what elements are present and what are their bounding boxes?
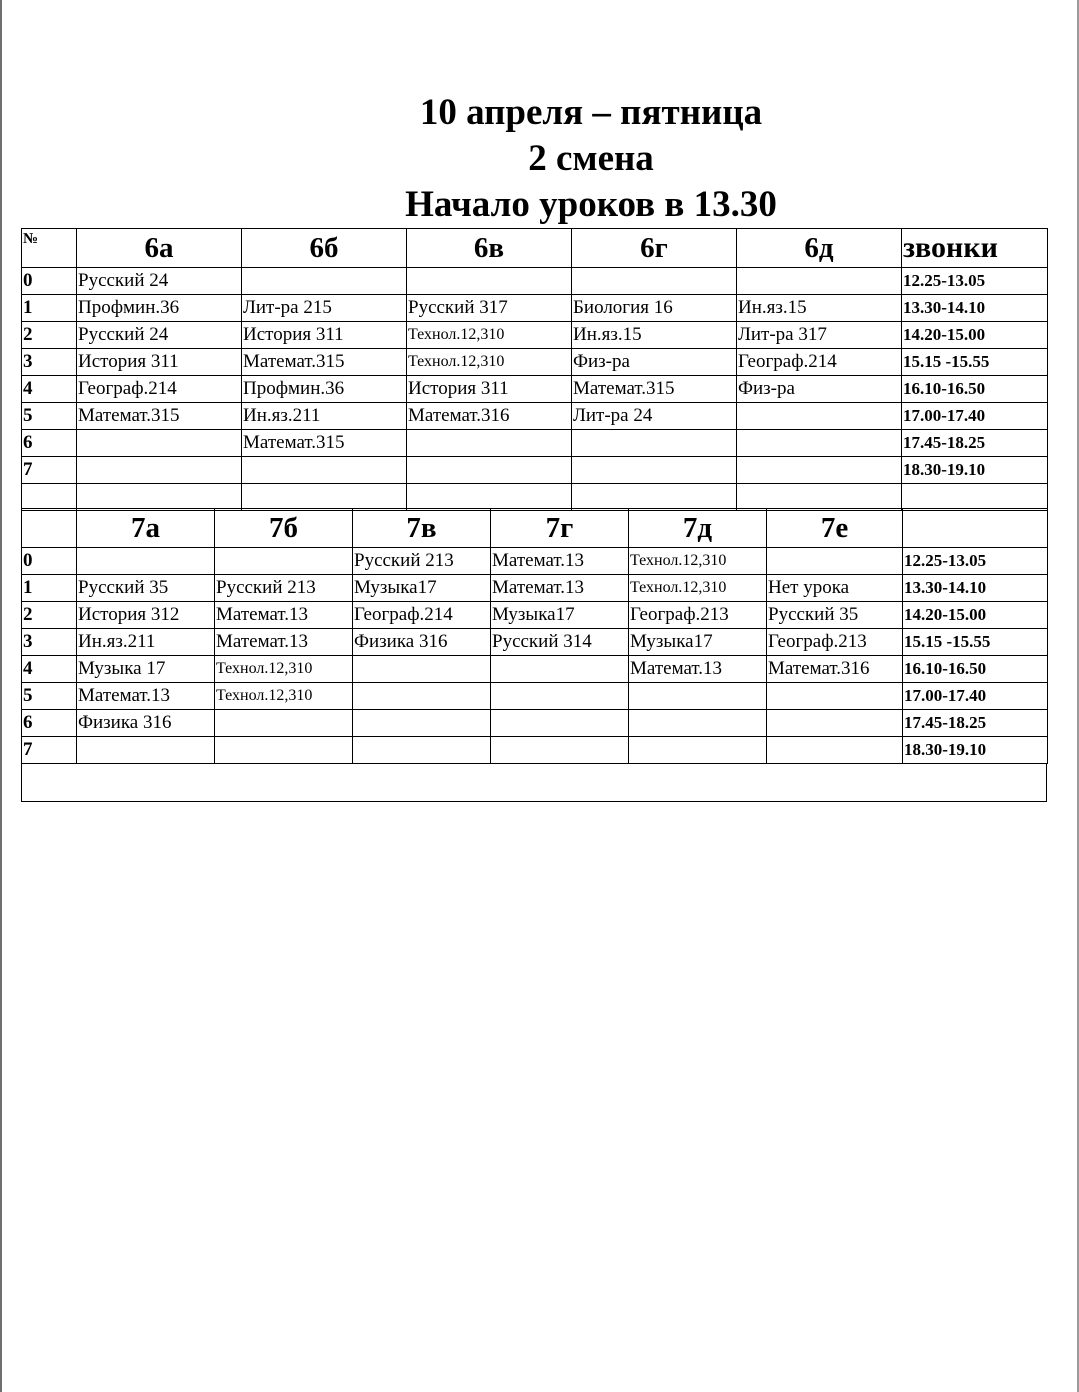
table-bottom-empty-row	[21, 763, 1047, 802]
lesson-cell	[737, 403, 902, 430]
lesson-cell	[353, 737, 491, 764]
bell-time: 18.30-19.10	[903, 737, 1048, 764]
lesson-row	[22, 349, 1048, 376]
empty-row	[22, 484, 1048, 511]
lesson-cell: Математ.13	[491, 548, 629, 575]
lesson-cell: Географ.214	[77, 376, 242, 403]
lesson-row	[22, 683, 1048, 710]
empty-cell	[902, 484, 1048, 511]
lesson-cell: Математ.13	[491, 575, 629, 602]
number-column-header-empty	[22, 509, 77, 548]
lesson-cell	[242, 457, 407, 484]
bell-time: 12.25-13.05	[902, 268, 1048, 295]
lesson-cell: Математ.316	[767, 656, 903, 683]
lesson-cell: История 311	[77, 349, 242, 376]
lesson-number: 7	[22, 737, 77, 764]
lesson-cell	[767, 548, 903, 575]
lesson-cell: Физ-ра	[737, 376, 902, 403]
lesson-row	[22, 295, 1048, 322]
lesson-cell: Математ.315	[77, 403, 242, 430]
lesson-cell: Физ-ра	[572, 349, 737, 376]
schedule-table-grade6	[21, 228, 1048, 511]
lesson-cell: Географ.214	[737, 349, 902, 376]
class-header: 6д	[737, 229, 902, 268]
bell-time: 12.25-13.05	[903, 548, 1048, 575]
bell-time: 16.10-16.50	[903, 656, 1048, 683]
lesson-cell: Русский 213	[353, 548, 491, 575]
lesson-number: 6	[22, 430, 77, 457]
empty-cell	[572, 484, 737, 511]
lesson-cell: Русский 24	[77, 322, 242, 349]
lesson-cell: Технол.12,310	[629, 548, 767, 575]
lesson-number: 3	[22, 349, 77, 376]
lesson-cell	[353, 710, 491, 737]
lesson-cell	[407, 268, 572, 295]
class-header: 7а	[77, 509, 215, 548]
lesson-cell: Технол.12,310	[407, 349, 572, 376]
lesson-cell: Профмин.36	[242, 376, 407, 403]
lesson-cell: Математ.13	[215, 629, 353, 656]
bell-time: 17.00-17.40	[902, 403, 1048, 430]
empty-cell	[22, 484, 77, 511]
lesson-row	[22, 376, 1048, 403]
lesson-cell	[629, 710, 767, 737]
lesson-number: 2	[22, 602, 77, 629]
bell-time: 15.15 -15.55	[902, 349, 1048, 376]
number-column-header: №	[22, 229, 77, 268]
lesson-cell: Музыка17	[491, 602, 629, 629]
lesson-cell: Русский 317	[407, 295, 572, 322]
lesson-cell: Русский 213	[215, 575, 353, 602]
lesson-cell: Русский 35	[767, 602, 903, 629]
lesson-cell: Физика 316	[77, 710, 215, 737]
empty-cell	[242, 484, 407, 511]
lesson-cell: Музыка17	[353, 575, 491, 602]
lesson-cell	[572, 457, 737, 484]
lesson-cell: Музыка 17	[77, 656, 215, 683]
schedule-table-grade7	[21, 508, 1048, 764]
lesson-cell: Ин.яз.211	[77, 629, 215, 656]
lesson-number: 0	[22, 548, 77, 575]
lesson-cell: Технол.12,310	[407, 322, 572, 349]
lesson-cell	[77, 548, 215, 575]
class-header: 6г	[572, 229, 737, 268]
class-header: 7д	[629, 509, 767, 548]
bell-time: 17.45-18.25	[903, 710, 1048, 737]
lesson-row	[22, 430, 1048, 457]
lesson-cell	[767, 710, 903, 737]
lesson-cell: Музыка17	[629, 629, 767, 656]
bell-time: 14.20-15.00	[902, 322, 1048, 349]
bell-time: 15.15 -15.55	[903, 629, 1048, 656]
class-header: 7е	[767, 509, 903, 548]
lesson-cell: Лит-ра 215	[242, 295, 407, 322]
lesson-cell: Математ.316	[407, 403, 572, 430]
lesson-cell	[77, 430, 242, 457]
lesson-cell: Русский 314	[491, 629, 629, 656]
lesson-number: 1	[22, 575, 77, 602]
lesson-cell: Математ.315	[242, 349, 407, 376]
lesson-cell	[77, 457, 242, 484]
lesson-cell: Профмин.36	[77, 295, 242, 322]
lesson-cell: Географ.213	[767, 629, 903, 656]
lesson-cell	[767, 683, 903, 710]
lesson-row	[22, 322, 1048, 349]
document-title-date: 10 апреля – пятница	[419, 92, 763, 133]
lesson-cell	[491, 710, 629, 737]
document-title-start-time: Начало уроков в 13.30	[405, 184, 777, 225]
bells-column-header-empty	[903, 509, 1048, 548]
lesson-cell: Географ.213	[629, 602, 767, 629]
lesson-row	[22, 656, 1048, 683]
lesson-number: 0	[22, 268, 77, 295]
lesson-cell	[77, 737, 215, 764]
lesson-number: 3	[22, 629, 77, 656]
lesson-cell	[767, 737, 903, 764]
lesson-row	[22, 710, 1048, 737]
lesson-cell: Ин.яз.211	[242, 403, 407, 430]
lesson-number: 4	[22, 376, 77, 403]
lesson-cell: Лит-ра 24	[572, 403, 737, 430]
lesson-cell: Лит-ра 317	[737, 322, 902, 349]
lesson-cell	[215, 737, 353, 764]
lesson-row	[22, 457, 1048, 484]
lesson-number: 6	[22, 710, 77, 737]
lesson-cell	[407, 430, 572, 457]
lesson-cell: Русский 35	[77, 575, 215, 602]
lesson-cell: Технол.12,310	[629, 575, 767, 602]
lesson-cell	[572, 268, 737, 295]
bell-time: 18.30-19.10	[902, 457, 1048, 484]
bell-time: 13.30-14.10	[903, 575, 1048, 602]
lesson-cell	[737, 430, 902, 457]
lesson-cell: Нет урока	[767, 575, 903, 602]
lesson-cell	[629, 683, 767, 710]
lesson-cell	[491, 737, 629, 764]
lesson-cell: Географ.214	[353, 602, 491, 629]
lesson-row	[22, 575, 1048, 602]
document-title-shift: 2 смена	[528, 138, 654, 179]
lesson-cell: Математ.13	[629, 656, 767, 683]
lesson-cell: Математ.315	[572, 376, 737, 403]
lesson-cell	[737, 457, 902, 484]
lesson-row	[22, 548, 1048, 575]
header-row	[22, 509, 1048, 548]
lesson-cell: Физика 316	[353, 629, 491, 656]
lesson-cell: Математ.315	[242, 430, 407, 457]
lesson-row	[22, 268, 1048, 295]
lesson-cell	[215, 548, 353, 575]
lesson-cell: Биология 16	[572, 295, 737, 322]
lesson-cell	[629, 737, 767, 764]
header-row	[22, 229, 1048, 268]
class-header: 7б	[215, 509, 353, 548]
lesson-cell	[353, 656, 491, 683]
lesson-number: 5	[22, 683, 77, 710]
class-header: 6б	[242, 229, 407, 268]
lesson-cell: Математ.13	[77, 683, 215, 710]
lesson-cell: История 311	[407, 376, 572, 403]
lesson-cell: История 312	[77, 602, 215, 629]
lesson-cell: Технол.12,310	[215, 656, 353, 683]
lesson-cell	[215, 710, 353, 737]
lesson-cell	[407, 457, 572, 484]
lesson-cell	[572, 430, 737, 457]
lesson-number: 4	[22, 656, 77, 683]
bells-column-header: звонки	[902, 229, 1048, 268]
lesson-cell: Ин.яз.15	[572, 322, 737, 349]
lesson-cell	[491, 656, 629, 683]
bell-time: 17.00-17.40	[903, 683, 1048, 710]
bell-time: 14.20-15.00	[903, 602, 1048, 629]
lesson-cell: Русский 24	[77, 268, 242, 295]
lesson-cell: Технол.12,310	[215, 683, 353, 710]
empty-cell	[737, 484, 902, 511]
lesson-cell	[737, 268, 902, 295]
class-header: 7г	[491, 509, 629, 548]
lesson-row	[22, 737, 1048, 764]
lesson-number: 7	[22, 457, 77, 484]
empty-cell	[77, 484, 242, 511]
lesson-row	[22, 602, 1048, 629]
empty-cell	[407, 484, 572, 511]
lesson-number: 5	[22, 403, 77, 430]
lesson-cell	[491, 683, 629, 710]
lesson-cell	[242, 268, 407, 295]
class-header: 6а	[77, 229, 242, 268]
lesson-cell: История 311	[242, 322, 407, 349]
class-header: 6в	[407, 229, 572, 268]
lesson-cell	[353, 683, 491, 710]
bell-time: 17.45-18.25	[902, 430, 1048, 457]
bell-time: 13.30-14.10	[902, 295, 1048, 322]
lesson-cell: Математ.13	[215, 602, 353, 629]
lesson-row	[22, 403, 1048, 430]
lesson-number: 2	[22, 322, 77, 349]
lesson-number: 1	[22, 295, 77, 322]
lesson-cell: Ин.яз.15	[737, 295, 902, 322]
class-header: 7в	[353, 509, 491, 548]
bell-time: 16.10-16.50	[902, 376, 1048, 403]
lesson-row	[22, 629, 1048, 656]
